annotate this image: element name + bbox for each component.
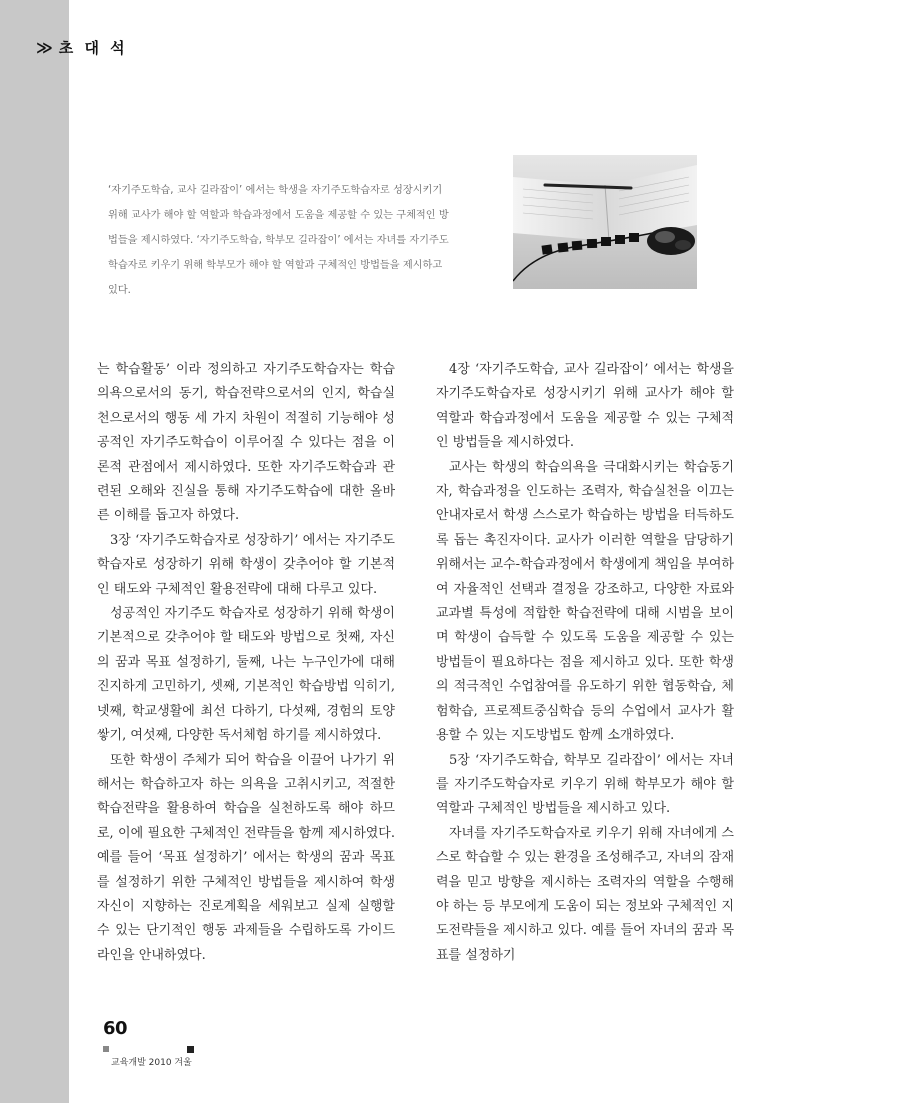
paragraph: 교사는 학생의 학습의욕을 극대화시키는 학습동기자, 학습과정을 인도하는 조력자, 학습실천을 이끄는 안내자로서 학생 스스로가 학습하는 방법을 터득하도록 돕는 촉진자이다. 교사가 이러한 역할을 담당하기 위해서는 교수-학습과정에서 학생에게 책임을 부여하여 자율적인 선택과 결정을 강조하고, 다양한 자료와 교과별 특성에 적합한 학습전략에 대해 시범을 보이며 학생이 습득할 수 있도록 도움을 제공할 수 있는 방법들이 필요하다는 점을 제시하고 있다. 또한 학생의 적극적인 수업참여를 유도하기 위한 협동학습, 체험학습, 프로젝트중심학습 등의 수업에서 교사가 활용할 수 있는 지도방법도 함께 소개하였다. [436, 459, 734, 744]
publication-name: 교육개발 2010 겨울 [111, 1058, 192, 1068]
left-text-column [97, 358, 395, 968]
paragraph: 성공적인 자기주도 학습자로 성장하기 위해 학생이 기본적으로 갖추어야 할 태도와 방법으로 첫째, 자신의 꿈과 목표 설정하기, 둘째, 나는 누구인가에 대해 진지하게 고민하기, 셋째, 기본적인 학습방법 익히기, 넷째, 학교생활에 최선 다하기, 다섯째, 경험의 토양 쌓기, 여섯째, 다양한 독서체험 하기를 제시하였다. [97, 606, 395, 744]
page-number: 60 [103, 1018, 128, 1039]
paragraph: 5장 ‘자기주도학습, 학부모 길라잡이’ 에서는 자녀를 자기주도학습자로 키우기 위해 학부모가 해야 할 역할과 구체적인 방법들을 제시하고 있다. [436, 752, 734, 817]
double-chevron-icon: ≫ [36, 37, 53, 57]
paragraph: 는 학습활동’ 이라 정의하고 자기주도학습자는 학습의욕으로서의 동기, 학습전략으로서의 인지, 학습실천으로서의 행동 세 가지 차원이 적절히 기능해야 성공적인 자기주도학습이 이루어질 수 있다는 점을 이론적 관점에서 제시하였다. 또한 자기주도학습과 관련된 오해와 진실을 통해 자기주도학습에 대한 올바른 이해를 돕고자 하였다. [97, 362, 395, 524]
paragraph: 자녀를 자기주도학습자로 키우기 위해 자녀에게 스스로 학습할 수 있는 환경을 조성해주고, 자녀의 잠재력을 믿고 방향을 제시하는 조력자의 역할을 수행해야 하는 등 부모에게 도움이 되는 정보와 구체적인 지도전략들을 제시하고 있다. 예를 들어 자녀의 꿈과 목표를 설정하기 [436, 825, 734, 963]
paragraph: 또한 학생이 주체가 되어 학습을 이끌어 나가기 위해서는 학습하고자 하는 의욕을 고취시키고, 적절한 학습전략을 활용하여 학습을 실천하도록 해야 하므로, 이에 필요한 구체적인 전략들을 함께 제시하였다. 예를 들어 ‘목표 설정하기’ 에서는 학생의 꿈과 목표를 설정하기 위한 구체적인 방법들을 제시하여 학생 자신이 지향하는 진로계획을 세워보고 실제 실행할 수 있는 단기적인 행동 과제들을 수립하도록 가이드라인을 안내하였다. [97, 752, 395, 963]
paragraph: 3장 ‘자기주도학습자로 성장하기’ 에서는 자기주도 학습자로 성장하기 위해 학생이 갖추어야 할 기본적인 태도와 구체적인 활용전략에 대해 다루고 있다. [97, 532, 395, 597]
section-header [36, 36, 128, 58]
footer [103, 1046, 198, 1070]
left-sidebar-band [0, 0, 69, 1103]
gray-square-icon [103, 1046, 109, 1052]
book-pencil-mouse-photo [513, 155, 697, 289]
right-text-column [436, 358, 734, 968]
paragraph: 4장 ‘자기주도학습, 교사 길라잡이’ 에서는 학생을 자기주도학습자로 성장시키기 위해 교사가 해야 할 역할과 학습과정에서 도움을 제공할 수 있는 구체적인 방법들을 제시하였다. [436, 362, 734, 451]
summary-text: ‘자기주도학습, 교사 길라잡이’ 에서는 학생을 자기주도학습자로 성장시키기 위해 교사가 해야 할 역할과 학습과정에서 도움을 제공할 수 있는 구체적인 방법들을 제시하였다. ‘자기주도학습, 학부모 길라잡이’ 에서는 자녀를 자기주도학습자로 키우기 위해 학부모가 해야 할 역할과 구체적인 방법들을 제시하고 있다. [108, 185, 449, 296]
section-title: 초 대 석 [58, 38, 128, 57]
summary-box [108, 178, 453, 303]
black-square-icon [187, 1046, 194, 1053]
